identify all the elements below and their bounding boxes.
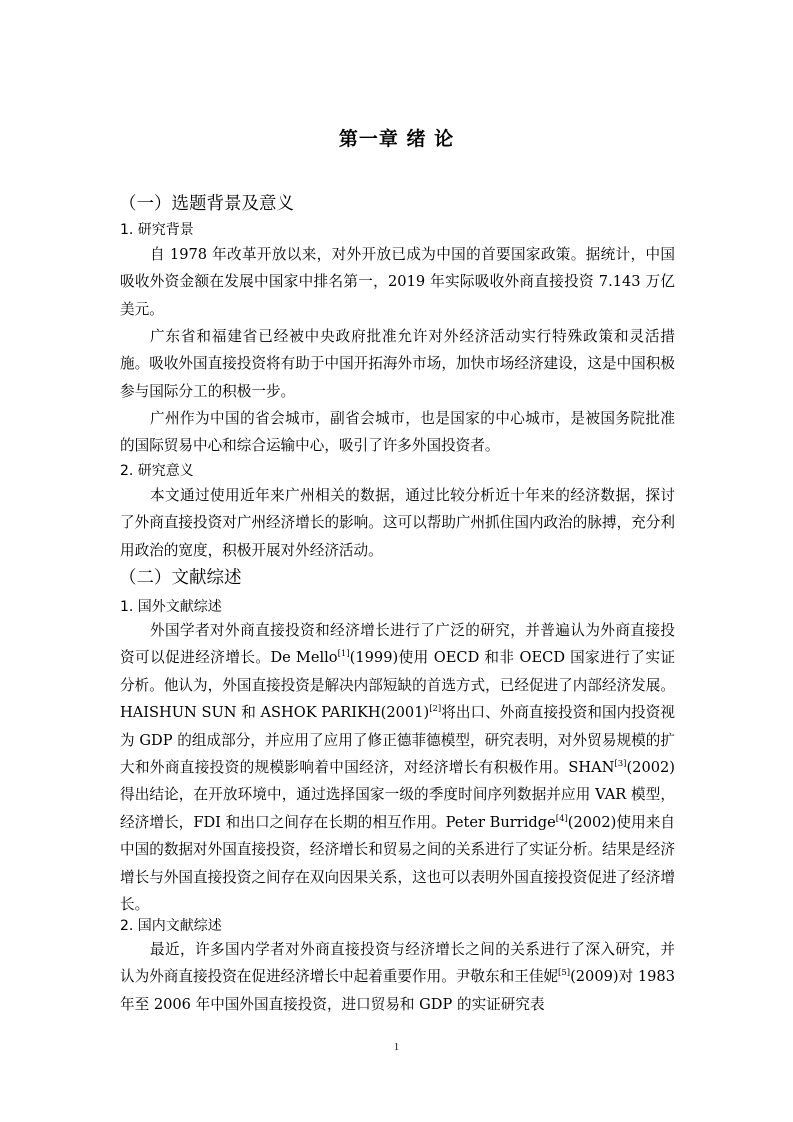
text-run: 将出口、外商直接投资和国内投资视为 GDP 的组成部分，并应用了应用了修正德菲德模型，研究表明，对外贸易规模的扩大和外商直接投资的规模影响着中国经济，对经济增长有积极作用。SHAN — [120, 704, 675, 777]
citation-ref: [4] — [555, 813, 568, 824]
subsection-heading-research-significance: 2. 研究意义 — [120, 463, 194, 479]
text-run: 外国学者对外商直接投资和经济增长进行了广泛的研究，并普遍认为外商直接投资可以促进经济增长。De Mello — [120, 622, 675, 667]
citation-ref: [3] — [614, 759, 627, 770]
subsection-heading-foreign-literature: 1. 国外文献综述 — [120, 599, 222, 615]
text-run: (1999)使用 OECD 和非 OECD 国家进行了实证分析。他认为，外国直接投资是解决内部短缺的首选方式，已经促进了内部经济发展。HAISHUN SUN 和 ASHOK PARIKH(2001) — [120, 649, 675, 722]
text-run: (2002)使用来自中国的数据对外国直接投资，经济增长和贸易之间的关系进行了实证分析。结果是经济增长与外国直接投资之间存在双向因果关系，这也可以表明外国直接投资促进了经济增长。 — [120, 813, 675, 914]
section-heading-background: （一）选题背景及意义 — [119, 194, 294, 214]
section-heading-literature-review: （二）文献综述 — [119, 568, 242, 588]
paragraph-foreign-literature — [120, 617, 675, 918]
citation-ref: [1] — [337, 649, 350, 660]
paragraph: 自 1978 年改革开放以来，对外开放已成为中国的首要国家政策。据统计，中国吸收外资金额在发展中国家中排名第一，2019 年实际吸收外商直接投资 7.143 万亿美元。 — [120, 246, 675, 318]
paragraph-domestic-literature — [120, 936, 675, 1018]
text-run: (2002)得出结论，在开放环境中，通过选择国家一级的季度时间序列数据并应用 VAR 模型，经济增长，FDI 和出口之间存在长期的相互作用。Peter Burridge — [120, 759, 675, 831]
paragraph: 本文通过使用近年来广州相关的数据，通过比较分析近十年来的经济数据，探讨了外商直接投资对广州经济增长的影响。这可以帮助广州抓住国内政治的脉搏，充分利用政治的宽度，积极开展对外经济活动。 — [120, 487, 675, 559]
text-run: (2009)对 1983 年至 2006 年中国外国直接投资，进口贸易和 GDP 的实证研究表 — [120, 968, 675, 1013]
citation-ref: [2] — [429, 704, 442, 715]
subsection-heading-research-background: 1. 研究背景 — [120, 222, 194, 238]
chapter-title: 第一章 绪 论 — [338, 128, 455, 150]
citation-ref: [5] — [558, 968, 571, 979]
page-number: 1 — [394, 1042, 399, 1053]
subsection-heading-domestic-literature: 2. 国内文献综述 — [120, 918, 222, 934]
paragraph: 广东省和福建省已经被中央政府批准允许对外经济活动实行特殊政策和灵活措施。吸收外国直接投资将有助于中国开拓海外市场，加快市场经济建设，这是中国积极参与国际分工的积极一步。 — [120, 328, 675, 400]
paragraph: 广州作为中国的省会城市，副省会城市，也是国家的中心城市，是被国务院批准的国际贸易中心和综合运输中心，吸引了许多外国投资者。 — [120, 410, 675, 455]
text-run: 最近，许多国内学者对外商直接投资与经济增长之间的关系进行了深入研究，并认为外商直接投资在促进经济增长中起着重要作用。尹敬东和王佳妮 — [120, 941, 675, 986]
